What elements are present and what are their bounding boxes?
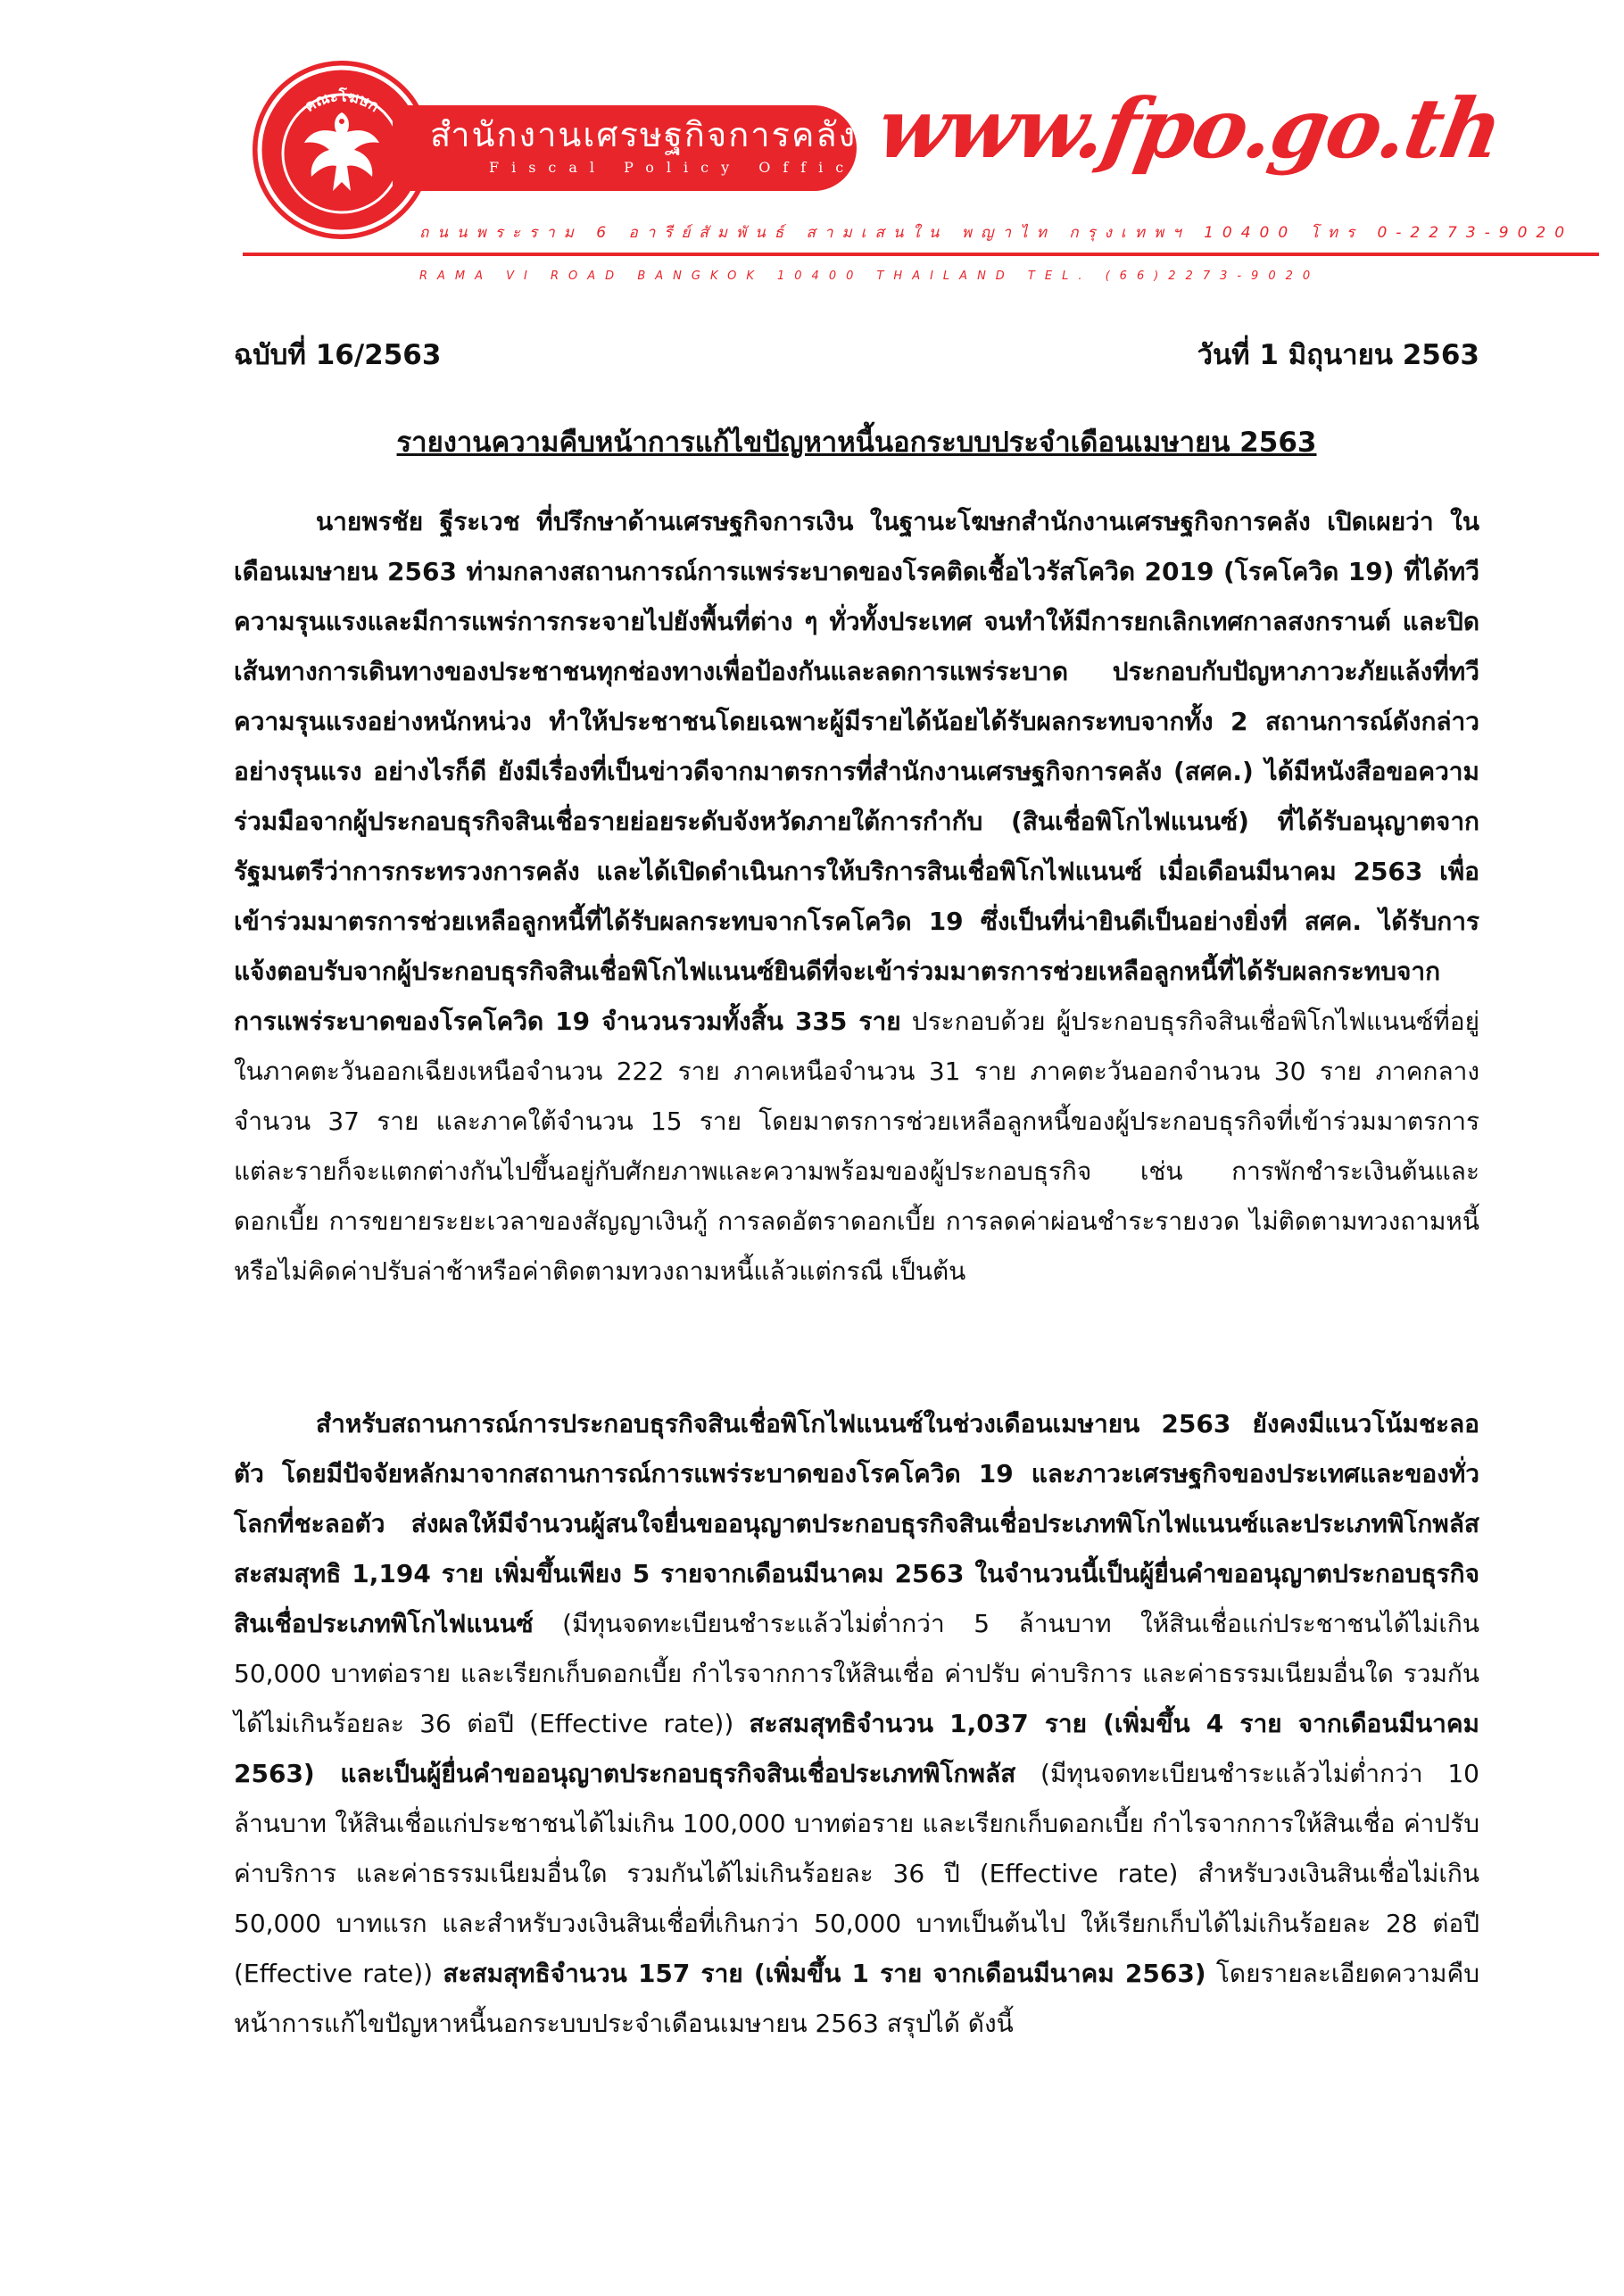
seal-text: คณะโฆษก [301,87,383,117]
document-date: วันที่ 1 มิถุนายน 2563 [1197,339,1479,371]
address-english: RAMA VI ROAD BANGKOK 10400 THAILAND TEL. (66)2273-9020 [419,269,1321,283]
letterhead-divider [243,253,1599,256]
website-url: www.fpo.go.th [870,80,1509,177]
paragraph-2-text-3: โดยรายละเอียดความคืบหน้าการแก้ไขปัญหาหนี้นอกระบบประจำเดือนเมษายน 2563 สรุปได้ ดังนี้ [234,1959,1479,2038]
paragraph-1-bold: นายพรชัย ฐีระเวช ที่ปรึกษาด้านเศรษฐกิจการเงิน ในฐานะโฆษกสำนักงานเศรษฐกิจการคลัง เปิดเผยว่า ในเดือนเมษายน 2563 ท่ามกลางสถานการณ์การแพร่ระบาดของโรคติดเชื้อไวรัสโควิด 2019 (โรคโควิด 19) ที่ได้ทวีความรุนแรงและมีการแพร่การกระจายไปยังพื้นที่ต่าง ๆ ทั่วทั้งประเทศ จนทำให้มีการยกเลิกเทศกาลสงกรานต์ และปิดเส้นทางการเดินทางของประชาชนทุกช่องทางเพื่อป้องกันและลดการแพร่ระบาด ประกอบกับปัญหาภาวะภัยแล้งที่ทวีความรุนแรงอย่างหนักหน่วง ทำให้ประชาชนโดยเฉพาะผู้มีรายได้น้อยได้รับผลกระทบจากทั้ง 2 สถานการณ์ดังกล่าวอย่างรุนแรง อย่างไรก็ดี ยังมีเรื่องที่เป็นข่าวดีจากมาตรการที่สำนักงานเศรษฐกิจการคลัง (สศค.) ได้มีหนังสือขอความร่วมมือจากผู้ประกอบธุรกิจสินเชื่อรายย่อยระดับจังหวัดภายใต้การกำกับ (สินเชื่อพิโกไฟแนนซ์) ที่ได้รับอนุญาตจากรัฐมนตรีว่าการกระทรวงการคลัง และได้เปิดดำเนินการให้บริการสินเชื่อพิโกไฟแนนซ์ เมื่อเดือนมีนาคม 2563 เพื่อเข้าร่วมมาตรการช่วยเหลือลูกหนี้ที่ได้รับผลกระทบจากโรคโควิด 19 ซึ่งเป็นที่น่ายินดีเป็นอย่างยิ่งที่ สศค. ได้รับการแจ้งตอบรับจากผู้ประกอบธุรกิจสินเชื่อพิโกไฟแนนซ์ยินดีที่จะเข้าร่วมมาตรการช่วยเหลือลูกหนี้ที่ได้รับผลกระทบจากการแพร่ระบาดของโรคโควิด 19 จำนวนรวมทั้งสิ้น 335 ราย [234,507,1479,1036]
document-title: รายงานความคืบหน้าการแก้ไขปัญหาหนี้นอกระบบประจำเดือนเมษายน 2563 [396,427,1317,459]
paragraph-2-bold-1: สำหรับสถานการณ์การประกอบธุรกิจสินเชื่อพิโกไฟแนนซ์ในช่วงเดือนเมษายน 2563 ยังคงมีแนวโน้มชะลอตัว โดยมีปัจจัยหลักมาจากสถานการณ์การแพร่ระบาดของโรคโควิด 19 และภาวะเศรษฐกิจของประเทศและของทั่วโลกที่ชะลอตัว ส่งผลให้มีจำนวนผู้สนใจยื่นขออนุญาตประกอบธุรกิจสินเชื่อประเภทพิโกไฟแนนซ์และประเภทพิโกพลัสสะสมสุทธิ 1,194 ราย เพิ่มขึ้นเพียง 5 รายจากเดือนมีนาคม 2563 ในจำนวนนี้เป็นผู้ยื่นคำขออนุญาตประกอบธุรกิจสินเชื่อประเภทพิโกไฟแนนซ์ [234,1409,1479,1638]
letterhead [0,0,1624,294]
paragraph-1 [234,497,1479,1297]
paragraph-2-bold-3: สะสมสุทธิจำนวน 157 ราย (เพิ่มขึ้น 1 ราย จากเดือนมีนาคม 2563) [443,1959,1206,1988]
address-thai: ถนนพระราม 6 อารีย์สัมพันธ์ สามเสนใน พญาไท กรุงเทพฯ 10400 โทร 0-2273-9020 [419,224,1574,242]
paragraph-2-text-2: (มีทุนจดทะเบียนชำระแล้วไม่ต่ำกว่า 10 ล้านบาท ให้สินเชื่อแก่ประชาชนได้ไม่เกิน 100,000 บาทต่อราย และเรียกเก็บดอกเบี้ย กำไรจากการให้สินเชื่อ ค่าปรับ ค่าบริการ และค่าธรรมเนียมอื่นใด รวมกันได้ไม่เกินร้อยละ 36 ปี (Effective rate) สำหรับวงเงินสินเชื่อไม่เกิน 50,000 บาทแรก และสำหรับวงเงินสินเชื่อที่เกินกว่า 50,000 บาทเป็นต้นไป ให้เรียกเก็บได้ไม่เกินร้อยละ 28 ต่อปี (Effective rate)) [234,1759,1479,1988]
org-name-thai: สำนักงานเศรษฐกิจการคลัง [430,115,858,154]
org-name-english: Fiscal Policy Office [489,159,877,176]
paragraph-1-text: ประกอบด้วย ผู้ประกอบธุรกิจสินเชื่อพิโกไฟแนนซ์ที่อยู่ในภาคตะวันออกเฉียงเหนือจำนวน 222 ราย ภาคเหนือจำนวน 31 ราย ภาคตะวันออกจำนวน 30 ราย ภาคกลางจำนวน 37 ราย และภาคใต้จำนวน 15 ราย โดยมาตรการช่วยเหลือลูกหนี้ของผู้ประกอบธุรกิจที่เข้าร่วมมาตรการแต่ละรายก็จะแตกต่างกันไปขึ้นอยู่กับศักยภาพและความพร้อมของผู้ประกอบธุรกิจ เช่น การพักชำระเงินต้นและดอกเบี้ย การขยายระยะเวลาของสัญญาเงินกู้ การลดอัตราดอกเบี้ย การลดค่าผ่อนชำระรายงวด ไม่ติดตามทวงถามหนี้ หรือไม่คิดค่าปรับล่าช้าหรือค่าติดตามทวงถามหนี้แล้วแต่กรณี เป็นต้น [234,1007,1479,1286]
paragraph-2 [234,1399,1479,2049]
document-number: ฉบับที่ 16/2563 [234,339,442,371]
paragraph-2-text-1: (มีทุนจดทะเบียนชำระแล้วไม่ต่ำกว่า 5 ล้านบาท ให้สินเชื่อแก่ประชาชนได้ไม่เกิน 50,000 บาทต่อราย และเรียกเก็บดอกเบี้ย กำไรจากการให้สินเชื่อ ค่าปรับ ค่าบริการ และค่าธรรมเนียมอื่นใด รวมกันได้ไม่เกินร้อยละ 36 ต่อปี (Effective rate)) [234,1609,1479,1738]
paragraph-2-bold-2: สะสมสุทธิจำนวน 1,037 ราย (เพิ่มขึ้น 4 ราย จากเดือนมีนาคม 2563) และเป็นผู้ยื่นคำขออนุญาตประกอบธุรกิจสินเชื่อประเภทพิโกพลัส [234,1709,1480,1788]
